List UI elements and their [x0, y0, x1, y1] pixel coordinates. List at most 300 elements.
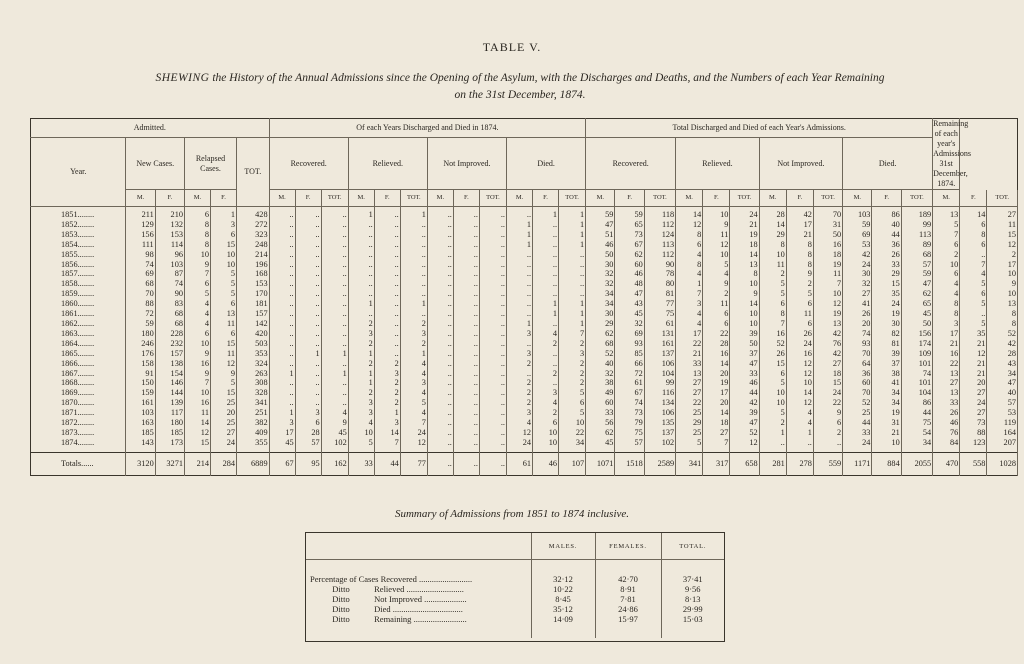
value-cell: 10: [211, 250, 237, 260]
value-cell: 14: [730, 250, 759, 260]
value-cell: ..: [453, 438, 479, 452]
value-cell: ..: [533, 260, 559, 270]
header-m: M.: [507, 190, 533, 207]
value-cell: 74: [901, 369, 932, 379]
value-cell: 12: [400, 438, 427, 452]
value-cell: 161: [644, 339, 675, 349]
value-cell: 39: [730, 408, 759, 418]
header-m: M.: [933, 190, 960, 207]
value-cell: 46: [615, 269, 644, 279]
value-cell: 7: [933, 230, 960, 240]
value-cell: 27: [703, 428, 730, 438]
value-cell: 44: [843, 418, 872, 428]
summary-label: Ditto Relieved ...........................: [306, 584, 531, 594]
value-cell: 86: [872, 207, 901, 220]
value-cell: 45: [901, 309, 932, 319]
value-cell: 10: [786, 378, 813, 388]
value-cell: 1: [321, 369, 348, 379]
value-cell: 6: [960, 289, 987, 299]
value-cell: 137: [644, 349, 675, 359]
value-cell: 24: [730, 207, 759, 220]
value-cell: 8: [786, 260, 813, 270]
value-cell: 211: [126, 207, 155, 220]
value-cell: ..: [453, 319, 479, 329]
value-cell: ..: [479, 349, 506, 359]
header-tot: TOT.: [321, 190, 348, 207]
value-cell: 25: [843, 408, 872, 418]
value-cell: ..: [269, 378, 295, 388]
value-cell: 6: [211, 230, 237, 240]
value-cell: 21: [872, 428, 901, 438]
value-cell: 15: [759, 359, 786, 369]
year-cell: 1854........: [31, 240, 126, 250]
value-cell: 113: [644, 240, 675, 250]
header-m: M.: [348, 190, 374, 207]
value-cell: ..: [374, 309, 400, 319]
total-cell: 559: [813, 452, 842, 475]
value-cell: ..: [295, 299, 321, 309]
value-cell: 7: [559, 329, 586, 339]
value-cell: ..: [400, 309, 427, 319]
value-cell: ..: [295, 369, 321, 379]
summary-row: [306, 574, 724, 584]
value-cell: 1: [533, 299, 559, 309]
value-cell: 173: [155, 438, 184, 452]
value-cell: ..: [533, 289, 559, 299]
value-cell: 7: [185, 378, 211, 388]
value-cell: 1: [295, 349, 321, 359]
value-cell: 52: [987, 329, 1018, 339]
total-cell: ..: [479, 452, 506, 475]
value-cell: ..: [533, 359, 559, 369]
value-cell: 64: [843, 359, 872, 369]
value-cell: 75: [644, 309, 675, 319]
value-cell: ..: [348, 269, 374, 279]
value-cell: 27: [960, 388, 987, 398]
value-cell: 50: [813, 230, 842, 240]
value-cell: 47: [586, 220, 615, 230]
value-cell: 3: [374, 418, 400, 428]
value-cell: 22: [933, 359, 960, 369]
value-cell: 5: [759, 289, 786, 299]
value-cell: 2: [703, 289, 730, 299]
value-cell: ..: [321, 260, 348, 270]
value-cell: 2: [507, 398, 533, 408]
value-cell: 9: [703, 220, 730, 230]
value-cell: 3: [211, 220, 237, 230]
total-cell: 1071: [586, 452, 615, 475]
value-cell: ..: [427, 260, 453, 270]
value-cell: 44: [730, 388, 759, 398]
value-cell: ..: [479, 230, 506, 240]
value-cell: ..: [427, 309, 453, 319]
value-cell: 10: [348, 428, 374, 438]
summary-prefix: Ditto: [332, 594, 350, 604]
table-row: [31, 428, 1018, 438]
value-cell: ..: [453, 388, 479, 398]
value-cell: 7: [676, 289, 703, 299]
value-cell: 30: [872, 319, 901, 329]
value-cell: 7: [374, 438, 400, 452]
value-cell: 8: [185, 220, 211, 230]
value-cell: 21: [960, 359, 987, 369]
value-cell: 52: [586, 349, 615, 359]
value-cell: 111: [126, 240, 155, 250]
value-cell: 42: [813, 349, 842, 359]
value-cell: ..: [400, 230, 427, 240]
value-cell: 2: [507, 388, 533, 398]
value-cell: 65: [901, 299, 932, 309]
value-cell: ..: [533, 378, 559, 388]
value-cell: ..: [374, 250, 400, 260]
value-cell: ..: [479, 309, 506, 319]
value-cell: 19: [872, 408, 901, 418]
value-cell: ..: [453, 398, 479, 408]
value-cell: 16: [703, 349, 730, 359]
summary-label: Ditto Not Improved ....................: [306, 594, 531, 604]
value-cell: ..: [453, 220, 479, 230]
value-cell: 3: [348, 329, 374, 339]
value-cell: 6: [676, 240, 703, 250]
value-cell: ..: [427, 279, 453, 289]
value-cell: 5: [960, 319, 987, 329]
value-cell: 2: [374, 388, 400, 398]
table-row: [31, 369, 1018, 379]
value-cell: 103: [126, 408, 155, 418]
value-cell: ..: [479, 240, 506, 250]
value-cell: 19: [730, 230, 759, 240]
value-cell: 10: [813, 289, 842, 299]
value-cell: 70: [813, 207, 842, 220]
value-cell: 3: [933, 319, 960, 329]
value-cell: 4: [348, 418, 374, 428]
value-cell: 79: [615, 418, 644, 428]
value-cell: 101: [901, 378, 932, 388]
value-cell: 170: [237, 289, 270, 299]
value-cell: 2: [348, 359, 374, 369]
value-cell: 4: [676, 309, 703, 319]
value-cell: 180: [126, 329, 155, 339]
total-cell: 44: [374, 452, 400, 475]
value-cell: 6: [960, 240, 987, 250]
value-cell: 87: [155, 269, 184, 279]
value-cell: ..: [427, 438, 453, 452]
value-cell: 5: [211, 279, 237, 289]
value-cell: 3: [348, 408, 374, 418]
value-cell: 353: [237, 349, 270, 359]
value-cell: 159: [126, 388, 155, 398]
header-recovered: Recovered.: [269, 138, 348, 190]
value-cell: 88: [960, 428, 987, 438]
value-cell: 156: [126, 230, 155, 240]
value-cell: ..: [348, 220, 374, 230]
value-cell: 24: [843, 438, 872, 452]
value-cell: 21: [676, 349, 703, 359]
value-cell: ..: [295, 319, 321, 329]
value-cell: 90: [155, 289, 184, 299]
header-f: F.: [872, 190, 901, 207]
value-cell: ..: [400, 250, 427, 260]
value-cell: 84: [933, 438, 960, 452]
value-cell: 27: [676, 378, 703, 388]
value-cell: 28: [295, 428, 321, 438]
value-cell: 81: [644, 289, 675, 299]
summary-box: [305, 532, 725, 642]
value-cell: ..: [295, 309, 321, 319]
value-cell: 8: [786, 250, 813, 260]
value-cell: 4: [185, 319, 211, 329]
value-cell: ..: [533, 240, 559, 250]
value-cell: 22: [676, 398, 703, 408]
value-cell: ..: [453, 279, 479, 289]
value-cell: 41: [872, 378, 901, 388]
summary-table: [306, 533, 724, 638]
value-cell: 38: [872, 369, 901, 379]
value-cell: ..: [269, 240, 295, 250]
value-cell: ..: [400, 260, 427, 270]
value-cell: 2: [348, 319, 374, 329]
table-row: [31, 289, 1018, 299]
value-cell: 15: [872, 279, 901, 289]
header-tot: TOT.: [901, 190, 932, 207]
value-cell: 11: [211, 349, 237, 359]
value-cell: 117: [155, 408, 184, 418]
value-cell: ..: [453, 309, 479, 319]
value-cell: 248: [237, 240, 270, 250]
value-cell: ..: [507, 339, 533, 349]
value-cell: 1: [559, 220, 586, 230]
value-cell: ..: [374, 240, 400, 250]
table-row: [31, 438, 1018, 452]
total-cell: ..: [427, 452, 453, 475]
value-cell: 4: [533, 329, 559, 339]
value-cell: 428: [237, 207, 270, 220]
value-cell: 69: [843, 230, 872, 240]
table-row: [31, 309, 1018, 319]
value-cell: 27: [813, 359, 842, 369]
value-cell: 68: [155, 309, 184, 319]
value-cell: 144: [155, 388, 184, 398]
value-cell: 24: [813, 388, 842, 398]
value-cell: 76: [813, 339, 842, 349]
value-cell: 1: [507, 319, 533, 329]
value-cell: 24: [786, 339, 813, 349]
value-cell: 5: [559, 408, 586, 418]
header-each-year: Of each Years Discharged and Died in 1874.: [269, 119, 586, 138]
value-cell: 6: [295, 418, 321, 428]
value-cell: 9: [730, 289, 759, 299]
value-cell: ..: [427, 250, 453, 260]
value-cell: ..: [269, 269, 295, 279]
total-cell: 658: [730, 452, 759, 475]
value-cell: 129: [126, 220, 155, 230]
value-cell: 21: [960, 339, 987, 349]
total-cell: 341: [676, 452, 703, 475]
year-cell: 1857........: [31, 269, 126, 279]
total-cell: 1028: [987, 452, 1018, 475]
value-cell: ..: [321, 207, 348, 220]
value-cell: 2: [348, 388, 374, 398]
value-cell: ..: [453, 329, 479, 339]
summary-value: 29·99: [661, 604, 724, 614]
value-cell: 3: [507, 408, 533, 418]
value-cell: 3: [533, 388, 559, 398]
header-relapsed: Relapsed Cases.: [185, 138, 237, 190]
value-cell: 189: [901, 207, 932, 220]
value-cell: 12: [211, 359, 237, 369]
total-cell: 278: [786, 452, 813, 475]
value-cell: 21: [933, 339, 960, 349]
value-cell: 4: [533, 398, 559, 408]
value-cell: 69: [615, 329, 644, 339]
value-cell: ..: [427, 319, 453, 329]
value-cell: ..: [348, 250, 374, 260]
value-cell: 10: [730, 309, 759, 319]
header-tot: TOT.: [730, 190, 759, 207]
value-cell: 10: [987, 289, 1018, 299]
value-cell: 18: [703, 418, 730, 428]
table-row: [31, 398, 1018, 408]
value-cell: ..: [295, 269, 321, 279]
value-cell: 47: [730, 359, 759, 369]
header-total-died: Died.: [843, 138, 933, 190]
value-cell: 9: [211, 369, 237, 379]
value-cell: ..: [427, 289, 453, 299]
total-cell: 1518: [615, 452, 644, 475]
value-cell: ..: [321, 398, 348, 408]
value-cell: 10: [933, 260, 960, 270]
value-cell: 60: [586, 398, 615, 408]
value-cell: 6: [813, 418, 842, 428]
table-row: [31, 279, 1018, 289]
value-cell: 5: [960, 279, 987, 289]
value-cell: ..: [479, 220, 506, 230]
header-f: F.: [786, 190, 813, 207]
total-cell: 3120: [126, 452, 155, 475]
value-cell: ..: [374, 230, 400, 240]
summary-value: 10·22: [531, 584, 595, 594]
value-cell: 44: [901, 408, 932, 418]
summary-category: Relieved: [374, 584, 405, 594]
header-tot: TOT.: [400, 190, 427, 207]
value-cell: ..: [507, 250, 533, 260]
value-cell: 9: [987, 279, 1018, 289]
value-cell: ..: [269, 388, 295, 398]
value-cell: 1: [507, 230, 533, 240]
total-cell: 107: [559, 452, 586, 475]
value-cell: 93: [843, 339, 872, 349]
value-cell: ..: [479, 378, 506, 388]
value-cell: ..: [321, 269, 348, 279]
value-cell: 134: [644, 398, 675, 408]
value-cell: 66: [615, 359, 644, 369]
total-cell: 470: [933, 452, 960, 475]
header-f: F.: [374, 190, 400, 207]
value-cell: ..: [321, 230, 348, 240]
sex-header-row: [31, 190, 1018, 207]
value-cell: 46: [730, 378, 759, 388]
value-cell: 19: [813, 309, 842, 319]
value-cell: 62: [586, 329, 615, 339]
value-cell: ..: [479, 289, 506, 299]
value-cell: 6: [185, 279, 211, 289]
header-tot: TOT.: [644, 190, 675, 207]
value-cell: ..: [479, 319, 506, 329]
value-cell: 1: [348, 349, 374, 359]
year-cell: 1868........: [31, 378, 126, 388]
value-cell: 37: [872, 359, 901, 369]
value-cell: 57: [295, 438, 321, 452]
table-title: TABLE V.: [482, 40, 542, 54]
year-cell: 1873........: [31, 428, 126, 438]
value-cell: 5: [759, 408, 786, 418]
value-cell: 5: [676, 438, 703, 452]
value-cell: 6: [185, 207, 211, 220]
value-cell: 164: [987, 428, 1018, 438]
value-cell: 90: [644, 260, 675, 270]
value-cell: ..: [295, 339, 321, 349]
value-cell: 158: [126, 359, 155, 369]
header-f: F.: [615, 190, 644, 207]
header-remaining: Remaining of each year's Admissions 31st December, 1874.: [933, 119, 971, 188]
value-cell: 8: [185, 230, 211, 240]
value-cell: ..: [507, 299, 533, 309]
value-cell: ..: [479, 408, 506, 418]
value-cell: ..: [507, 289, 533, 299]
value-cell: 11: [703, 299, 730, 309]
value-cell: 52: [843, 398, 872, 408]
value-cell: 7: [813, 279, 842, 289]
value-cell: 59: [615, 207, 644, 220]
value-cell: 59: [843, 220, 872, 230]
value-cell: 112: [644, 250, 675, 260]
value-cell: ..: [348, 230, 374, 240]
value-cell: 4: [676, 319, 703, 329]
value-cell: 5: [960, 299, 987, 309]
value-cell: 1: [269, 369, 295, 379]
summary-row: [306, 614, 724, 624]
value-cell: 153: [155, 230, 184, 240]
value-cell: 1: [507, 240, 533, 250]
value-cell: 20: [960, 378, 987, 388]
value-cell: ..: [269, 349, 295, 359]
value-cell: 8: [987, 319, 1018, 329]
value-cell: ..: [479, 398, 506, 408]
value-cell: 50: [730, 339, 759, 349]
value-cell: 2: [759, 269, 786, 279]
summary-label: Percentage of Cases Recovered .........................: [310, 574, 473, 584]
header-m: M.: [759, 190, 786, 207]
value-cell: 2: [933, 250, 960, 260]
value-cell: 10: [185, 250, 211, 260]
header-new-m: M.: [126, 190, 155, 207]
value-cell: 2: [559, 369, 586, 379]
value-cell: ..: [269, 309, 295, 319]
header-tot: TOT.: [987, 190, 1018, 207]
value-cell: 2: [400, 339, 427, 349]
year-cell: 1851........: [31, 207, 126, 220]
value-cell: 88: [126, 299, 155, 309]
value-cell: ..: [427, 408, 453, 418]
value-cell: 118: [644, 207, 675, 220]
value-cell: 101: [901, 359, 932, 369]
value-cell: 14: [730, 299, 759, 309]
value-cell: 30: [843, 269, 872, 279]
value-cell: ..: [479, 250, 506, 260]
summary-category: Died: [374, 604, 391, 614]
value-cell: 4: [933, 289, 960, 299]
header-new-cases: New Cases.: [126, 138, 185, 190]
